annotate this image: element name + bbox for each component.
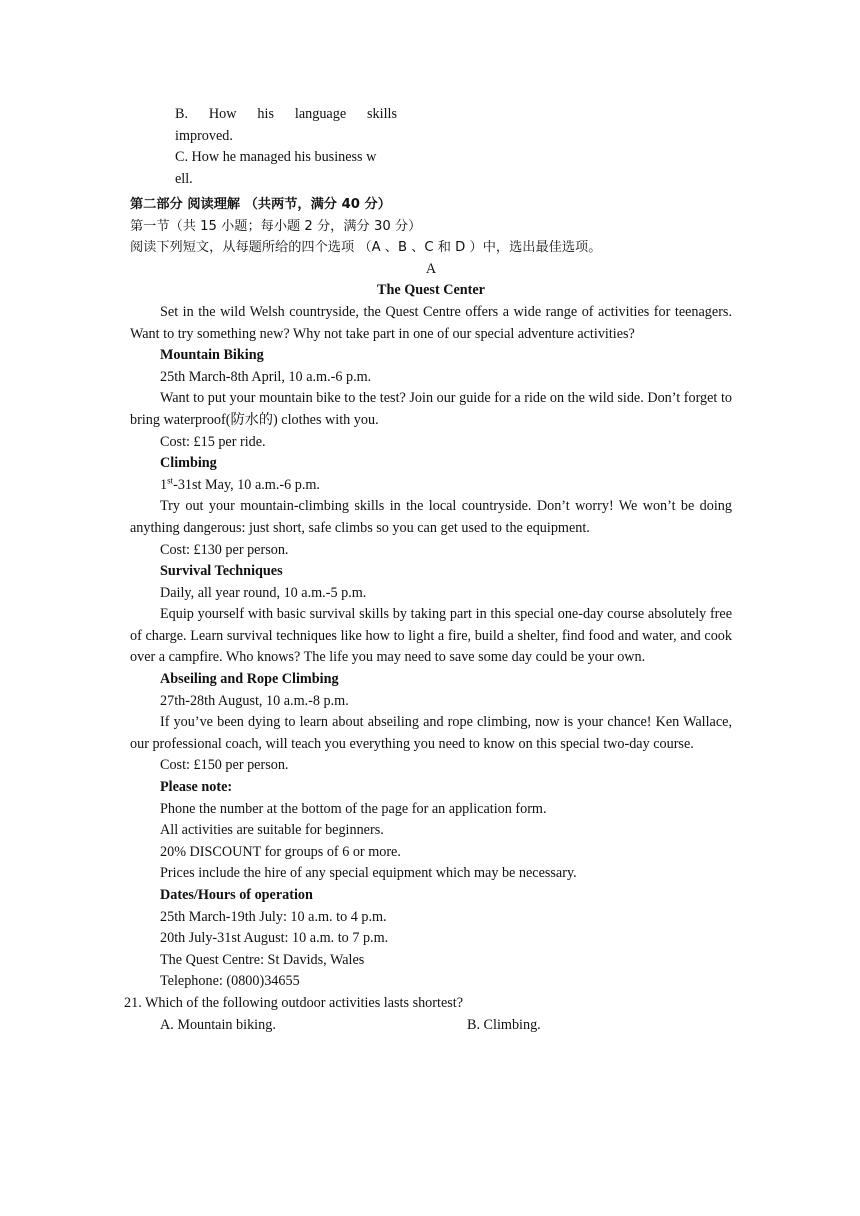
activity-description: Want to put your mountain bike to the test? Join our guide for a ride on the wild side. Don’t forget to bring waterproof(防水的) clothes with you.: [130, 390, 732, 428]
question-options: [130, 1015, 732, 1037]
activity-cost: Cost: £15 per ride.: [160, 433, 266, 450]
note-heading: Please note:: [160, 779, 233, 796]
option-c-line2: ell.: [175, 170, 193, 187]
passage-title: The Quest Center: [377, 282, 485, 299]
question-stem: 21. Which of the following outdoor activities lasts shortest?: [124, 994, 463, 1011]
activity-cost: Cost: £130 per person.: [160, 541, 289, 558]
note-item: Phone the number at the bottom of the page for an application form.: [160, 800, 547, 817]
hours-item: 25th March-19th July: 10 a.m. to 4 p.m.: [160, 908, 387, 925]
activity-name: Abseiling and Rope Climbing: [160, 671, 339, 688]
date-rest: -31st May, 10 a.m.-6 p.m.: [173, 476, 320, 493]
activity-date: 27th-28th August, 10 a.m.-8 p.m.: [160, 692, 349, 709]
option-c-line1: C. How he managed his business w: [175, 149, 377, 166]
activity-date: 25th March-8th April, 10 a.m.-6 p.m.: [160, 368, 372, 385]
activity-description: Equip yourself with basic survival skills by taking part in this special one-day course absolutely free of charge. Learn survival techniques like how to light a fire, build a shelter, find food and water, and cook over a campfire. Who knows? The life you may need to save some day could be your own.: [130, 606, 732, 666]
option-b: B. Climbing.: [467, 1016, 541, 1033]
activity-date: Daily, all year round, 10 a.m.-5 p.m.: [160, 584, 367, 601]
option-a: A. Mountain biking.: [160, 1016, 276, 1033]
passage-intro: Set in the wild Welsh countryside, the Quest Centre offers a wide range of activities for teenagers. Want to try something new? Why not take part in one of our special adventure activities?: [130, 303, 732, 342]
instruction: 阅读下列短文，从每题所给的四个选项 （A 、B 、C 和 D ）中，选出最佳选项。: [130, 240, 602, 256]
previous-question-options: [175, 104, 397, 190]
note-item: Prices include the hire of any special equipment which may be necessary.: [160, 865, 577, 882]
activity-name: Survival Techniques: [160, 563, 283, 580]
activity-date: [130, 475, 732, 497]
activity-name: Mountain Biking: [160, 347, 264, 364]
hours-item: Telephone: (0800)34655: [160, 973, 300, 990]
date-day: 1: [160, 476, 168, 493]
option-b-line2: improved.: [175, 127, 233, 144]
hours-item: The Quest Centre: St Davids, Wales: [160, 951, 365, 968]
activity-cost: Cost: £150 per person.: [160, 757, 289, 774]
sub-heading: 第一节（共 15 小题；每小题 2 分，满分 30 分）: [130, 218, 422, 234]
activity-description: If you’ve been dying to learn about abseiling and rope climbing, now is your chance! Ken Wallace, our professional coach, will teach you everything you need to know on this special two-day course.: [130, 714, 732, 752]
note-item: All activities are suitable for beginners.: [160, 822, 384, 839]
main-content: [124, 194, 732, 1036]
hours-item: 20th July-31st August: 10 a.m. to 7 p.m.: [160, 930, 389, 947]
note-item: 20% DISCOUNT for groups of 6 or more.: [160, 843, 401, 860]
part-heading: 第二部分 阅读理解 （共两节，满分 40 分）: [130, 197, 391, 212]
option-b-line1: B. How his language skills: [175, 106, 397, 122]
activity-name: Climbing: [160, 455, 217, 472]
activity-description: Try out your mountain-climbing skills in the local countryside. Don’t worry! We won’t be doing anything dangerous: just short, safe climbs so you can get used to the equipment.: [130, 498, 732, 536]
hours-heading: Dates/Hours of operation: [160, 887, 313, 903]
date-ordinal-suffix: st: [167, 474, 174, 485]
passage-letter: A: [425, 260, 437, 277]
